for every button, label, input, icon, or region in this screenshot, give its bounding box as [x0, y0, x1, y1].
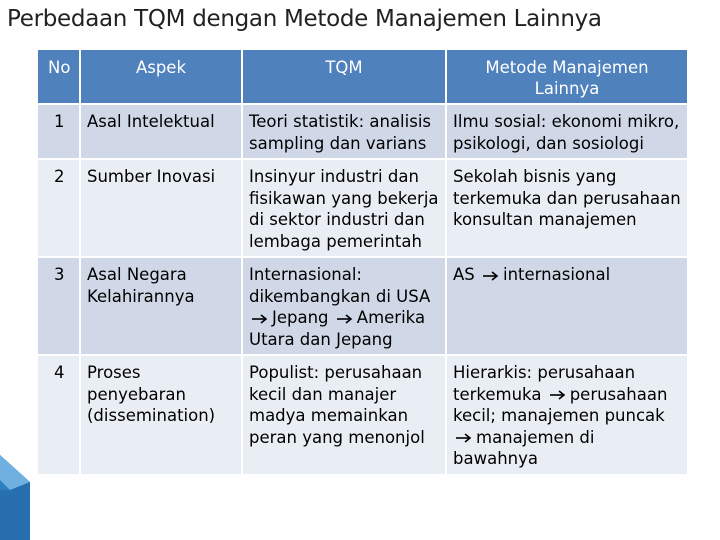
- header-tqm: TQM: [242, 49, 446, 104]
- header-no: No: [37, 49, 80, 104]
- cell-aspek: Asal Intelektual: [80, 104, 242, 159]
- cell-tqm: [242, 257, 446, 355]
- table-row: [37, 104, 688, 159]
- cell-no: 4: [37, 355, 80, 475]
- cell-no: 1: [37, 104, 80, 159]
- cell-text: Hierarkis: perusahaan terkemuka: [453, 363, 636, 404]
- comparison-table: [36, 48, 689, 476]
- arrow-right-icon: [483, 271, 500, 281]
- cell-metode: [446, 159, 688, 257]
- arrow-right-icon: [456, 433, 473, 443]
- cell-text: Insinyur industri dan fisikawan yang bekerja di sektor industri dan lembaga pemerintah: [249, 167, 439, 251]
- cell-tqm: [242, 104, 446, 159]
- cell-text: perusahaan kecil; manajemen puncak: [453, 384, 668, 425]
- cell-aspek: Sumber Inovasi: [80, 159, 242, 257]
- cell-text: Sekolah bisnis yang terkemuka dan perusahaan konsultan manajemen: [453, 167, 681, 229]
- cell-metode: [446, 355, 688, 475]
- corner-decoration: [0, 450, 40, 540]
- arrow-right-icon: [252, 314, 269, 324]
- cell-text: Internasional: dikembangkan di USA: [249, 265, 431, 306]
- cell-text: Populist: perusahaan kecil dan manajer madya memainkan peran yang menonjol: [249, 363, 425, 447]
- table-row: [37, 159, 688, 257]
- cell-metode: [446, 104, 688, 159]
- header-aspek: Aspek: [80, 49, 242, 104]
- cell-aspek: Asal Negara Kelahirannya: [80, 257, 242, 355]
- cell-tqm: [242, 159, 446, 257]
- cell-text: internasional: [503, 265, 611, 284]
- arrow-right-icon: [550, 390, 567, 400]
- cell-no: 2: [37, 159, 80, 257]
- cell-text: manajemen di bawahnya: [453, 427, 595, 468]
- cell-aspek: Proses penyebaran (dissemination): [80, 355, 242, 475]
- table-header-row: [37, 49, 688, 104]
- cell-text: Amerika Utara dan Jepang: [249, 308, 426, 349]
- cell-text: Jepang: [272, 308, 329, 327]
- cell-text: Ilmu sosial: ekonomi mikro, psikologi, dan sosiologi: [453, 112, 680, 153]
- table-row: [37, 355, 688, 475]
- cell-tqm: [242, 355, 446, 475]
- cell-metode: [446, 257, 688, 355]
- table-row: [37, 257, 688, 355]
- slide-title: Perbedaan TQM dengan Metode Manajemen Lainnya: [7, 6, 602, 32]
- cell-text: Teori statistik: analisis sampling dan varians: [249, 112, 431, 153]
- arrow-right-icon: [337, 314, 354, 324]
- cell-no: 3: [37, 257, 80, 355]
- cell-text: AS: [453, 265, 475, 284]
- header-metode: Metode Manajemen Lainnya: [446, 49, 688, 104]
